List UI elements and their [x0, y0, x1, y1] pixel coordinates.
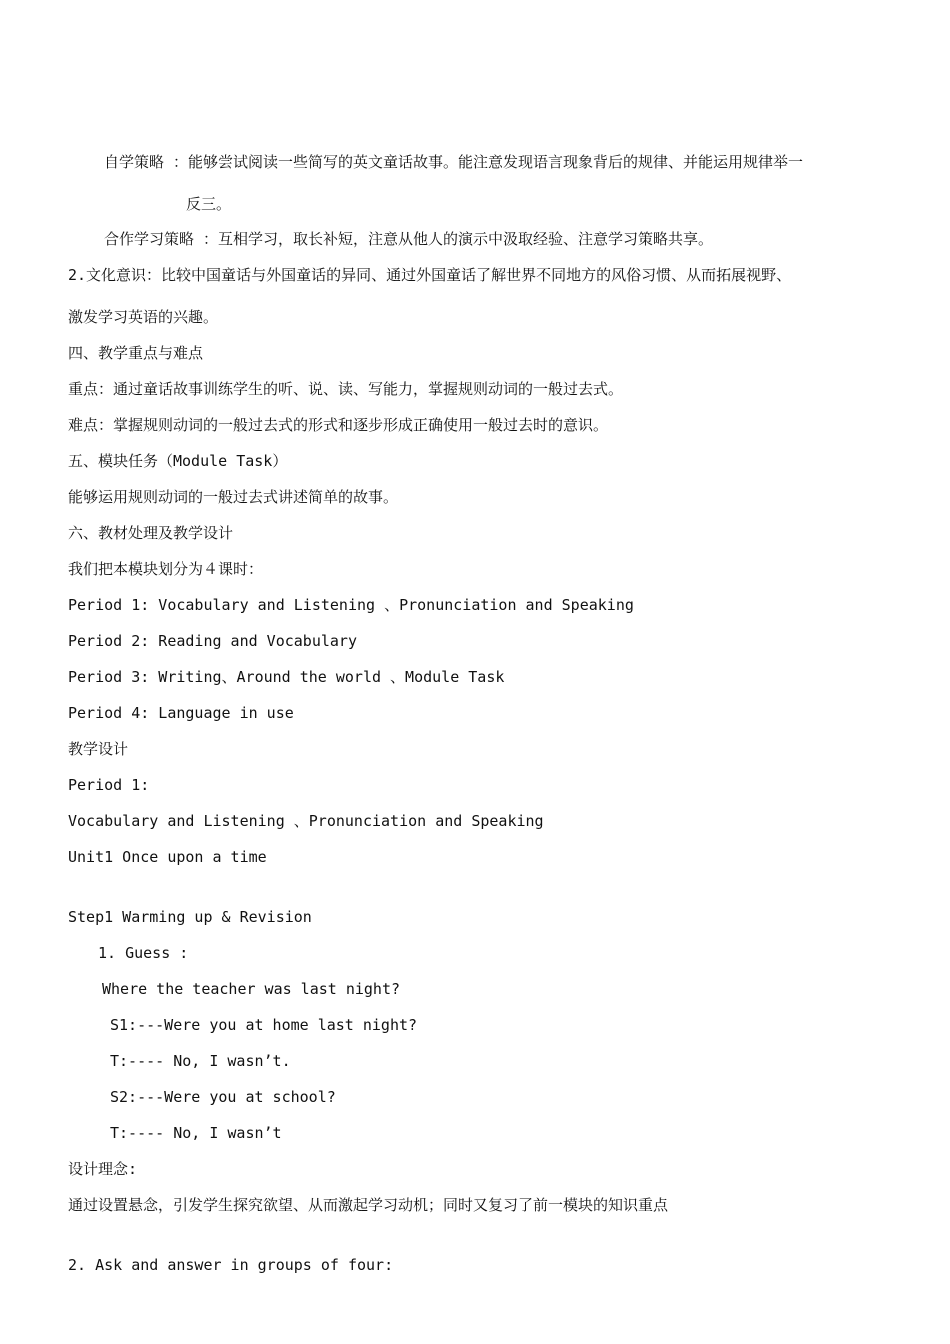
cultural-awareness-continuation: 激发学习英语的兴趣。	[68, 308, 219, 326]
dialogue-s1: S1:---Were you at home last night?	[110, 1016, 418, 1034]
dialogue-t1: T:---- No, I wasn’t.	[110, 1052, 291, 1070]
guess-question: Where the teacher was last night?	[102, 980, 401, 998]
section-heading-module-task: 五、模块任务（Module Task）	[68, 452, 288, 470]
period-3-line: Period 3: Writing、Around the world 、Module Task	[68, 668, 505, 686]
period-4-line: Period 4: Language in use	[68, 704, 294, 722]
section-heading-key-points: 四、教学重点与难点	[68, 344, 204, 362]
teaching-design-heading: 教学设计	[68, 740, 129, 758]
period-1-topics: Vocabulary and Listening 、Pronunciation and Speaking	[68, 812, 544, 830]
period-2-line: Period 2: Reading and Vocabulary	[68, 632, 357, 650]
key-point-line: 重点：通过童话故事训练学生的听、说、读、写能力，掌握规则动词的一般过去式。	[68, 380, 624, 398]
periods-intro-line: 我们把本模块划分为４课时：	[68, 560, 264, 578]
design-rationale-heading: 设计理念:	[68, 1160, 138, 1178]
period-1-line: Period 1: Vocabulary and Listening 、Pronunciation and Speaking	[68, 596, 634, 614]
difficult-point-line: 难点：掌握规则动词的一般过去式的形式和逐步形成正确使用一般过去时的意识。	[68, 416, 609, 434]
dialogue-t2: T:---- No, I wasn’t	[110, 1124, 282, 1142]
ask-and-answer-item: 2. Ask and answer in groups of four:	[68, 1256, 394, 1274]
section-heading-teaching-design: 六、教材处理及教学设计	[68, 524, 234, 542]
unit-1-title: Unit1 Once upon a time	[68, 848, 267, 866]
module-task-line: 能够运用规则动词的一般过去式讲述简单的故事。	[68, 488, 399, 506]
guess-item: 1. Guess :	[98, 944, 189, 962]
cultural-awareness-line: 2.文化意识：比较中国童话与外国童话的异同、通过外国童话了解世界不同地方的风俗习惯、从而拓展视野、	[68, 266, 792, 284]
step-1-heading: Step1 Warming up & Revision	[68, 908, 312, 926]
dialogue-s2: S2:---Were you at school?	[110, 1088, 336, 1106]
self-study-strategy-continuation: 反三。	[186, 195, 232, 213]
design-rationale-text: 通过设置悬念，引发学生探究欲望、从而激起学习动机；同时又复习了前一模块的知识重点	[68, 1196, 669, 1214]
cooperative-strategy-line: 合作学习策略 ：互相学习，取长补短，注意从他人的演示中汲取经验、注意学习策略共享。	[104, 230, 714, 248]
self-study-strategy-line: 自学策略 ：能够尝试阅读一些简写的英文童话故事。能注意发现语言现象背后的规律、并能运用规律举一	[104, 153, 804, 171]
period-1-heading: Period 1:	[68, 776, 150, 794]
